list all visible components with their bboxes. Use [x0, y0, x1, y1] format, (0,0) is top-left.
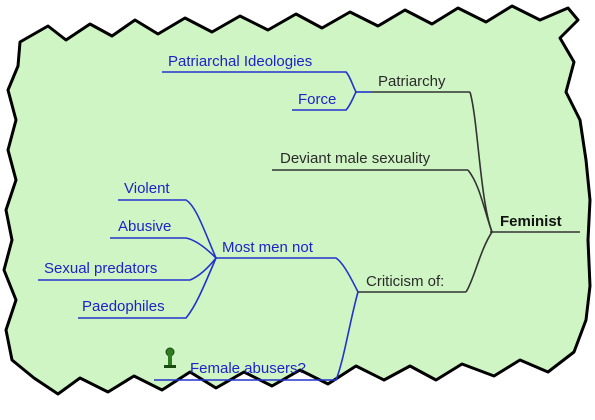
node-abusive: Abusive [118, 218, 172, 235]
node-criticism-of: Criticism of: [366, 273, 445, 290]
node-violent: Violent [124, 180, 170, 197]
node-sexual-predators: Sexual predators [44, 260, 158, 277]
node-patriarchal-ideologies: Patriarchal Ideologies [168, 53, 313, 70]
node-paedophiles: Paedophiles [82, 298, 165, 315]
node-female-abusers: Female abusers? [190, 360, 306, 377]
node-force: Force [298, 91, 337, 108]
node-deviant-male-sexuality: Deviant male sexuality [280, 150, 431, 167]
node-feminist: Feminist [500, 213, 562, 230]
node-most-men-not: Most men not [222, 239, 313, 256]
node-patriarchy: Patriarchy [378, 73, 446, 90]
